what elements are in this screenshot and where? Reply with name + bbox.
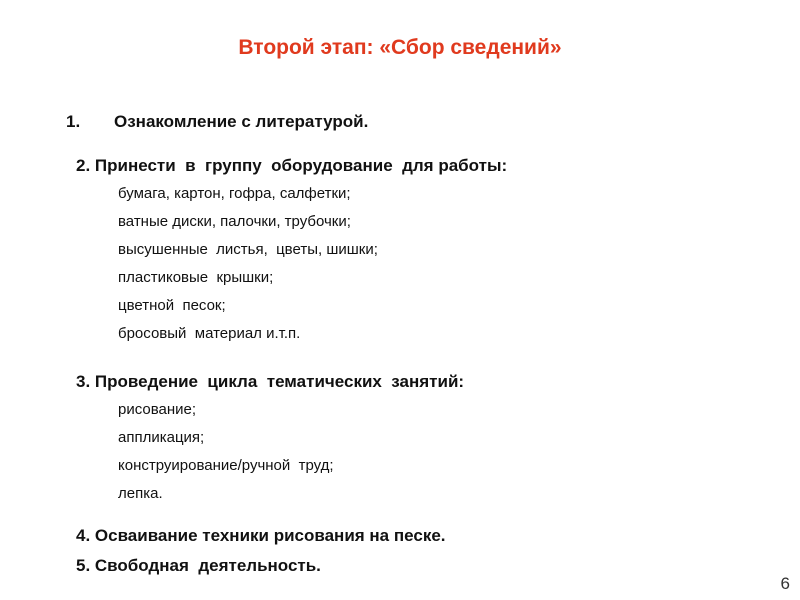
list-item: лепка. — [118, 485, 163, 502]
list-item: бумага, картон, гофра, салфетки; — [118, 185, 351, 202]
item-text: Ознакомление с литературой. — [114, 112, 369, 131]
item-literature — [66, 112, 368, 132]
list-item: высушенные листья, цветы, шишки; — [118, 241, 378, 258]
list-item: бросовый материал и.т.п. — [118, 325, 301, 342]
item-sand-drawing: 4. Осваивание техники рисования на песке. — [76, 526, 446, 545]
section-lessons-heading: 3. Проведение цикла тематических занятий: — [76, 372, 465, 391]
list-item: пластиковые крышки; — [118, 269, 274, 286]
list-item: цветной песок; — [118, 297, 226, 314]
list-item: рисование; — [118, 401, 197, 418]
lessons-list — [100, 396, 334, 508]
item-free-activity: 5. Свободная деятельность. — [76, 556, 321, 575]
list-item: конструирование/ручной труд; — [118, 457, 334, 474]
list-item: ватные диски, палочки, трубочки; — [118, 213, 351, 230]
list-item: аппликация; — [118, 429, 205, 446]
section-equipment-heading: 2. Принести в группу оборудование для работы: — [76, 156, 508, 175]
page-number: 6 — [780, 574, 790, 593]
slide-title: Второй этап: «Сбор сведений» — [238, 36, 562, 59]
equipment-list — [100, 180, 378, 348]
item-number: 1. — [66, 112, 81, 131]
